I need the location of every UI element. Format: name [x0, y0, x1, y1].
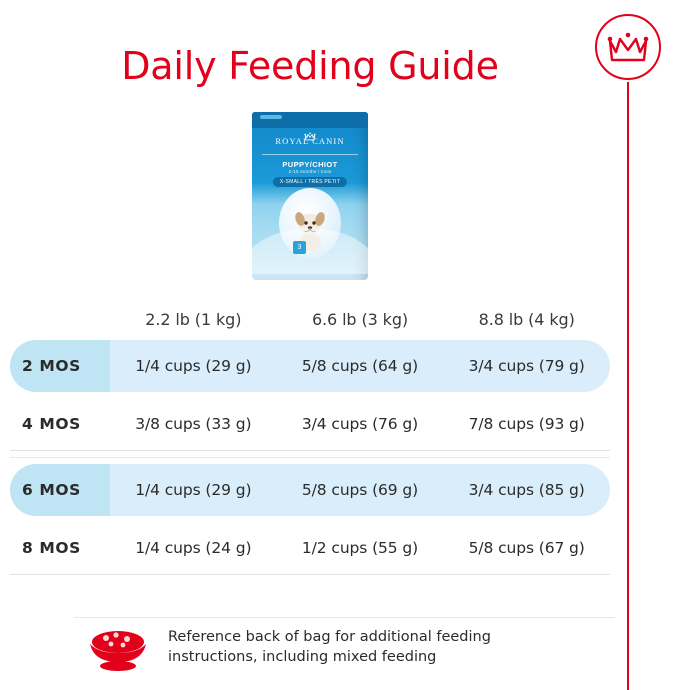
cell-amount: 3/4 cups (76 g)	[301, 415, 419, 433]
bag-divider	[262, 154, 358, 155]
footer-divider	[74, 617, 615, 618]
cell-amount: 1/4 cups (29 g)	[110, 340, 277, 392]
bag-size-number: 3	[293, 241, 306, 254]
bag-size-badge: X-SMALL / TRÈS PETIT	[273, 177, 347, 187]
column-header-weight-2: 6.6 lb (3 kg)	[311, 309, 409, 329]
row-divider	[10, 457, 610, 458]
row-label-age: 4 MOS	[22, 415, 81, 433]
cell-amount: 5/8 cups (69 g)	[277, 464, 444, 516]
column-header-weight-3: 8.8 lb (4 kg)	[478, 309, 575, 329]
cell-amount: 1/4 cups (29 g)	[110, 464, 277, 516]
column-header-weight-1: 2.2 lb (1 kg)	[145, 309, 242, 329]
bag-life-stage: PUPPY/CHIOT	[282, 160, 338, 169]
table-row	[10, 464, 610, 516]
table-row	[10, 398, 610, 451]
feeding-table	[10, 306, 610, 575]
table-row	[10, 522, 610, 575]
bag-fold	[260, 115, 282, 119]
cell-amount: 3/8 cups (33 g)	[135, 415, 252, 433]
table-header-row	[10, 306, 610, 332]
table-row	[10, 340, 610, 392]
row-label-age: 8 MOS	[22, 539, 81, 557]
cell-amount: 1/2 cups (55 g)	[301, 539, 419, 557]
row-label-age: 6 MOS	[10, 464, 110, 516]
footer-text: Reference back of bag for additional feeding instructions, including mixed feeding	[168, 629, 491, 665]
row-label-age: 2 MOS	[10, 340, 110, 392]
product-bag-illustration	[0, 112, 620, 280]
logo-vertical-rule	[627, 82, 629, 690]
cell-amount: 5/8 cups (67 g)	[468, 539, 585, 557]
header-corner-spacer	[10, 306, 110, 332]
bag-brand-name: ROYAL CANIN	[275, 136, 345, 146]
cell-amount: 1/4 cups (24 g)	[135, 539, 252, 557]
product-bag	[252, 112, 368, 280]
cell-amount: 5/8 cups (64 g)	[277, 340, 444, 392]
page-title: Daily Feeding Guide	[121, 44, 499, 88]
cell-amount: 3/4 cups (85 g)	[443, 464, 610, 516]
bag-life-stage-sub: 2-10 months / mois	[288, 169, 332, 174]
bag-wave-graphic	[252, 228, 368, 274]
cell-amount: 7/8 cups (93 g)	[468, 415, 585, 433]
dog-bowl-icon	[82, 622, 154, 672]
footer-note	[82, 622, 582, 672]
cell-amount: 3/4 cups (79 g)	[443, 340, 610, 392]
